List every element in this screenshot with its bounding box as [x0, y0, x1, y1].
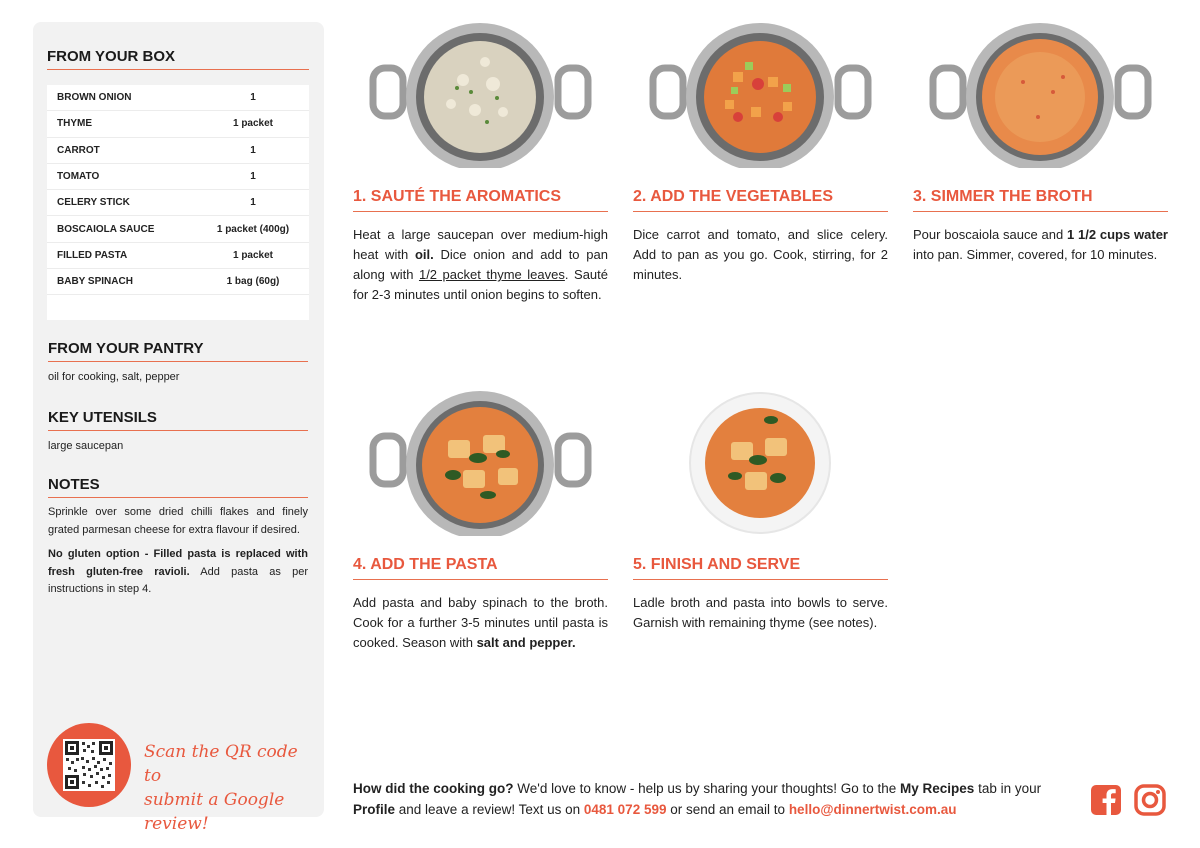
- qr-caption-line1: Scan the QR code to: [144, 742, 298, 786]
- notes-text: [48, 504, 308, 606]
- footer-question: How did the cooking go?: [353, 781, 514, 796]
- step-4: [353, 390, 608, 653]
- ingredient-qty: 1: [250, 197, 256, 209]
- step-4-desc: [353, 593, 608, 653]
- notes-title: NOTES: [48, 476, 308, 498]
- ingredient-name: BABY SPINACH: [57, 276, 133, 288]
- qr-caption: [144, 740, 314, 836]
- step-2-photo: [633, 22, 888, 168]
- ingredient-name: CARROT: [57, 144, 100, 156]
- footer-text-3: and leave a review! Text us on: [395, 802, 584, 817]
- ingredient-qty: 1 bag (60g): [226, 276, 280, 288]
- qr-code-icon[interactable]: [63, 739, 115, 791]
- step-1-text-a: Heat a large saucepan over medium-high heat with: [353, 227, 608, 262]
- step-1-photo: [353, 22, 608, 168]
- step-2: [633, 22, 888, 285]
- ingredient-name: BOSCAIOLA SAUCE: [57, 223, 155, 235]
- step-3-bold: 1 1/2 cups water: [1066, 227, 1168, 242]
- ingredient-qty: 1: [250, 92, 256, 104]
- qr-caption-line2: submit a Google review!: [144, 790, 285, 834]
- ingredient-name: TOMATO: [57, 171, 100, 183]
- table-row: [47, 243, 309, 269]
- box-title: FROM YOUR BOX: [47, 48, 309, 70]
- facebook-icon[interactable]: [1090, 784, 1122, 816]
- ingredient-qty: 1: [250, 144, 256, 156]
- step-3: [913, 22, 1168, 265]
- utensils-text: large saucepan: [48, 440, 124, 452]
- qr-badge: [47, 723, 131, 807]
- ingredient-name: FILLED PASTA: [57, 249, 128, 261]
- instagram-icon[interactable]: [1134, 784, 1166, 816]
- table-row: [47, 138, 309, 164]
- footer-text-2: tab in your: [974, 781, 1042, 796]
- ingredient-name: BROWN ONION: [57, 92, 132, 104]
- ingredient-qty: 1 packet (400g): [216, 223, 290, 235]
- ingredient-qty: 1 packet: [232, 118, 274, 130]
- step-3-photo: [913, 22, 1168, 168]
- step-5: [633, 390, 888, 633]
- table-row: [47, 85, 309, 111]
- step-1-bold: oil.: [414, 247, 434, 262]
- step-2-desc: Dice carrot and tomato, and slice celery. Add to pan as you go. Cook, stirring, for 2 minutes.: [633, 227, 888, 282]
- ingredient-name: THYME: [57, 118, 92, 130]
- pantry-text: oil for cooking, salt, pepper: [48, 371, 180, 383]
- email-link[interactable]: hello@dinnertwist.com.au: [788, 802, 957, 817]
- ingredient-name: CELERY STICK: [57, 197, 130, 209]
- table-row: [47, 111, 309, 137]
- table-row: [47, 269, 309, 295]
- step-1-text-c: . Sauté for 2-3 minutes until onion begins to soften.: [353, 267, 608, 302]
- step-4-photo: [353, 390, 608, 536]
- ingredient-qty: 1 packet: [232, 249, 274, 261]
- step-5-title: 5. FINISH AND SERVE: [633, 556, 888, 580]
- note-chilli: Sprinkle over some dried chilli flakes and finely grated parmesan cheese for extra flavour if desired.: [48, 506, 308, 536]
- step-4-title: 4. ADD THE PASTA: [353, 556, 608, 580]
- sidebar-panel: [33, 22, 324, 834]
- ingredients-table: [47, 85, 309, 320]
- step-4-text-a: Add pasta and baby spinach to the broth. Cook for a further 3-5 minutes until pasta is cooked. Season with: [353, 595, 608, 650]
- ingredient-qty: 1: [250, 171, 256, 183]
- step-3-text-a: Pour boscaiola sauce and: [913, 227, 1067, 242]
- footer-my-recipes: My Recipes: [900, 781, 975, 796]
- step-5-photo: [633, 390, 888, 536]
- step-1: [353, 22, 608, 305]
- note-gluten-bold: No gluten option - Filled pasta is replaced with fresh gluten-free ravioli.: [48, 548, 308, 578]
- table-row: [47, 164, 309, 190]
- step-4-bold: salt and pepper.: [476, 635, 576, 650]
- step-1-underline: 1/2 packet thyme leaves: [418, 267, 565, 282]
- note-gluten-rest: Add pasta as per instructions in step 4.: [48, 565, 308, 595]
- step-1-text-b: Dice onion and add to pan along with: [353, 247, 608, 282]
- table-row: [47, 190, 309, 216]
- note-gluten: [48, 546, 308, 599]
- table-row: [47, 216, 309, 242]
- step-3-text-b: into pan. Simmer, covered, for 10 minutes.: [913, 247, 1158, 262]
- phone-link[interactable]: 0481 072 599: [583, 802, 667, 817]
- step-5-desc: Ladle broth and pasta into bowls to serve. Garnish with remaining thyme (see notes).: [633, 595, 888, 630]
- step-1-desc: [353, 225, 608, 305]
- step-3-title: 3. SIMMER THE BROTH: [913, 188, 1168, 212]
- step-3-desc: [913, 225, 1168, 265]
- review-footer: [353, 778, 1073, 820]
- footer-text-1: We'd love to know - help us by sharing your thoughts! Go to the: [513, 781, 901, 796]
- utensils-title: KEY UTENSILS: [48, 409, 308, 431]
- footer-profile: Profile: [353, 802, 396, 817]
- step-1-title: 1. SAUTÉ THE AROMATICS: [353, 188, 608, 212]
- pantry-title: FROM YOUR PANTRY: [48, 340, 308, 362]
- step-2-title: 2. ADD THE VEGETABLES: [633, 188, 888, 212]
- footer-text-4: or send an email to: [666, 802, 789, 817]
